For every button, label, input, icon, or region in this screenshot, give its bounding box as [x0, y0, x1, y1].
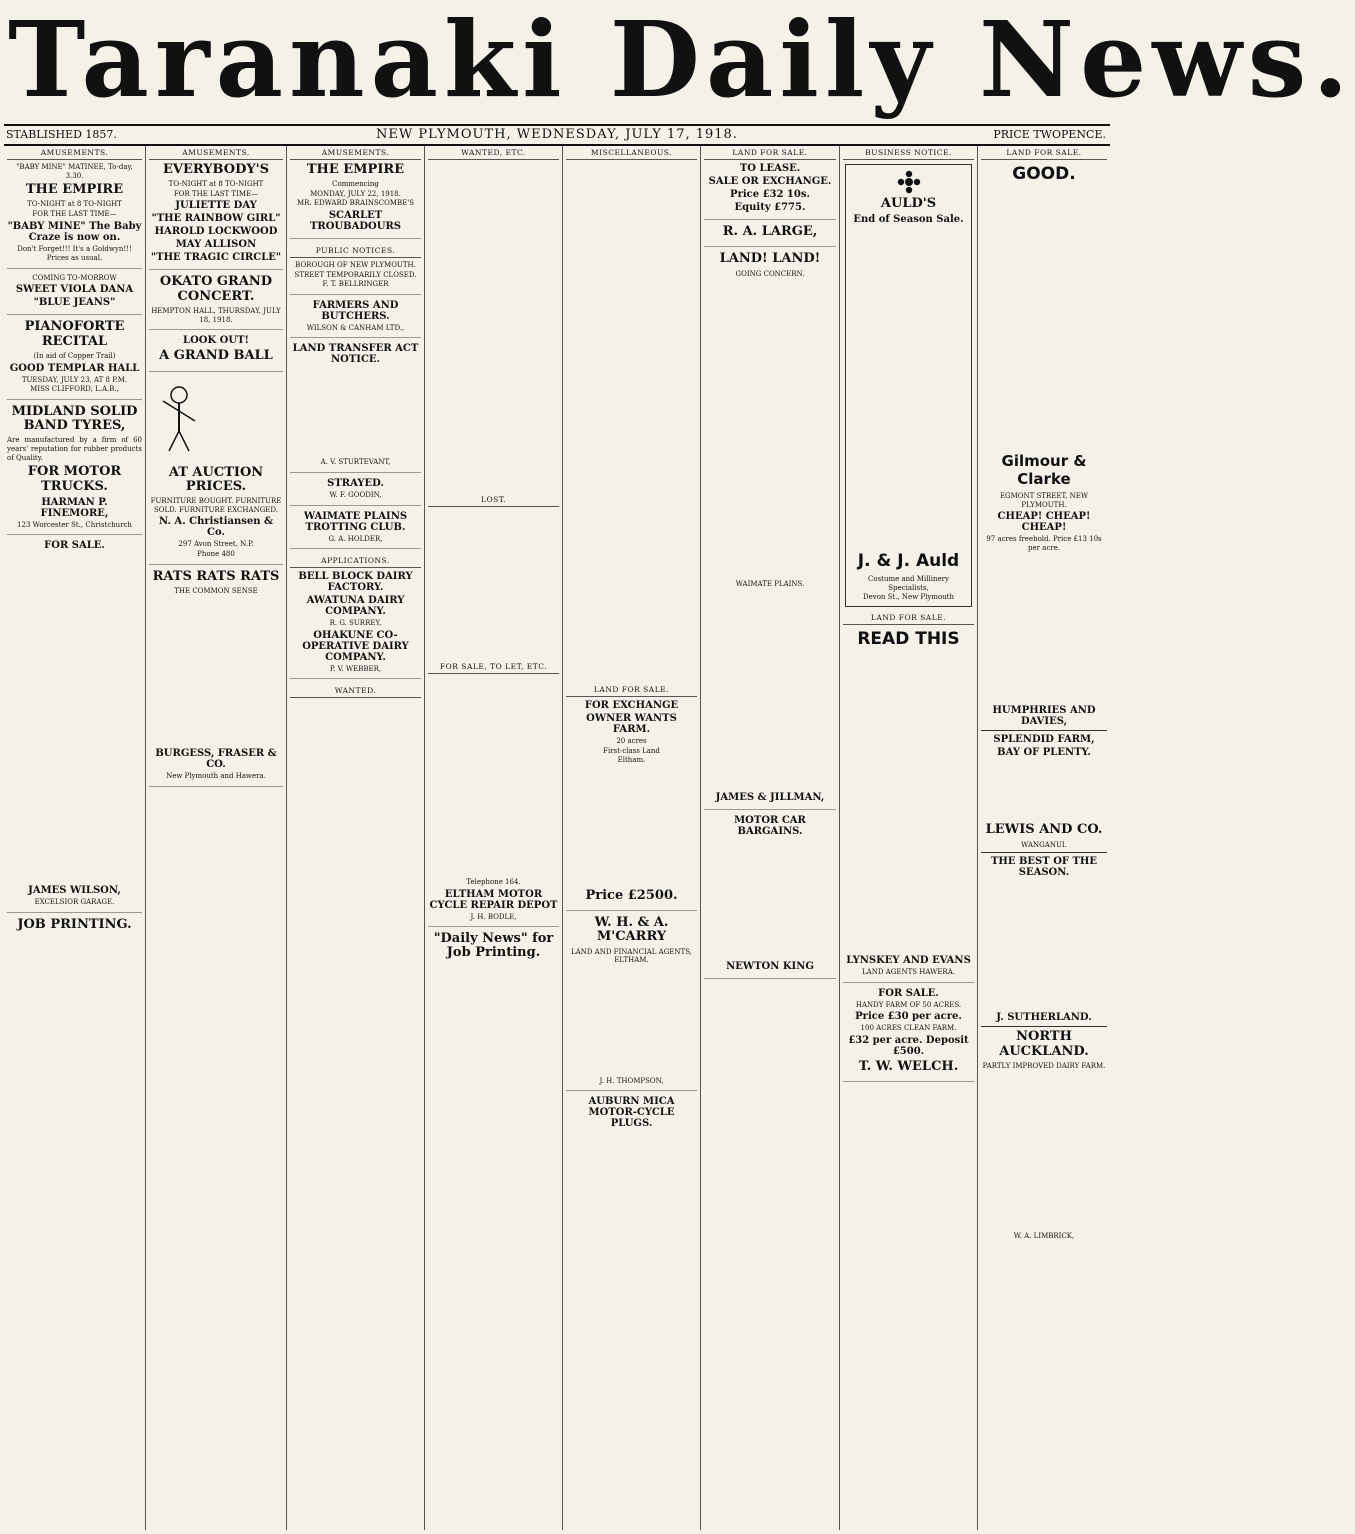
ad-text: 123 Worcester St., Christchurch	[17, 520, 132, 529]
ad-subheading: J. SUTHERLAND.	[996, 1012, 1092, 1024]
advertisement	[7, 405, 142, 536]
notice-heading: STRAYED.	[327, 478, 384, 490]
ad-subheading: "THE TRAGIC CIRCLE"	[150, 252, 282, 264]
body-text-block	[849, 227, 968, 547]
ad-heading: A GRAND BALL	[159, 348, 273, 364]
ad-text: Eltham.	[617, 756, 646, 765]
auctioneer-illustration	[149, 383, 209, 453]
section-heading: APPLICATIONS.	[290, 554, 421, 568]
advertisement	[7, 320, 142, 399]
notice-text: W. F. GOODIN,	[329, 491, 382, 500]
ad-text: First-class Land	[603, 746, 660, 755]
advertisement	[290, 163, 421, 239]
ad-subheading: BURGESS, FRASER & CO.	[155, 748, 277, 771]
advertisement	[843, 955, 974, 983]
section-heading: LAND FOR SALE.	[981, 146, 1107, 160]
column-2	[146, 146, 287, 1530]
ad-subheading: End of Season Sale.	[853, 214, 964, 226]
established-text: STABLISHED 1857.	[6, 128, 117, 141]
section-heading: PUBLIC NOTICES.	[290, 244, 421, 258]
ad-text: MONDAY, JULY 22, 1918.	[310, 189, 401, 198]
body-text-block	[566, 966, 697, 1076]
columns-area	[4, 146, 1110, 1530]
column-3	[287, 146, 425, 1530]
ad-subheading: "THE RAINBOW GIRL"	[151, 213, 281, 225]
ad-heading: GOOD.	[1012, 164, 1076, 184]
ad-subheading: JAMES WILSON,	[28, 885, 121, 897]
ad-subheading: SWEET VIOLA DANA	[15, 284, 134, 296]
body-text-block	[704, 590, 836, 790]
ad-text: EXCELSIOR GARAGE.	[34, 898, 115, 907]
ad-text: New Plymouth and Hawera.	[166, 772, 266, 781]
notice-text: BOROUGH OF NEW PLYMOUTH.	[295, 261, 416, 270]
ad-subheading: N. A. Christiansen & Co.	[158, 516, 274, 539]
ad-text: EGMONT STREET, NEW PLYMOUTH.	[999, 492, 1089, 509]
ad-heading: LEWIS AND CO.	[985, 822, 1103, 838]
notice-text: G. A. HOLDER,	[328, 534, 383, 543]
ad-subheading: Price £32 10s.	[730, 189, 810, 200]
ad-heading: AT AUCTION PRICES.	[168, 464, 264, 494]
ad-text: HANDY FARM OF 50 ACRES.	[855, 1000, 962, 1009]
ad-subheading: MAY ALLISON	[175, 239, 257, 251]
ad-heading: MIDLAND SOLID BAND TYRES,	[11, 403, 138, 434]
advertisement	[149, 570, 283, 787]
body-text-block	[428, 677, 559, 877]
notice	[290, 511, 421, 550]
notice-text: F. T. BELLRINGER	[322, 280, 389, 289]
body-text-block	[7, 553, 142, 883]
ad-subheading: NEWTON KING	[726, 960, 814, 972]
ad-heading: READ THIS	[857, 629, 960, 650]
ad-subheading: FOR EXCHANGE	[584, 700, 679, 711]
ad-text: Commencing	[332, 180, 379, 189]
ad-text: Prices as usual.	[46, 254, 103, 263]
ad-subheading: SCARLET TROUBADOURS	[309, 210, 402, 233]
ad-text: GOING CONCERN.	[735, 269, 805, 278]
advertisement	[843, 988, 974, 1082]
ad-subheading: CHEAP! CHEAP! CHEAP!	[997, 511, 1091, 534]
notice-heading: LAND TRANSFER ACT NOTICE.	[292, 343, 419, 366]
section-heading: AMUSEMENTS.	[290, 146, 421, 160]
ad-subheading: Equity £775.	[734, 202, 806, 213]
ad-text: Costume and Millinery Specialists,	[868, 575, 949, 592]
place-date-text: NEW PLYMOUTH, WEDNESDAY, JULY 17, 1918.	[376, 127, 738, 142]
ad-text: J. H. THOMPSON,	[599, 1076, 664, 1085]
column-5	[563, 146, 701, 1530]
ad-subheading: SALE OR EXCHANGE.	[708, 176, 832, 187]
ad-subheading: FOR SALE.	[878, 987, 939, 999]
body-text-block	[566, 766, 697, 886]
ad-text: 100 ACRES CLEAN FARM.	[860, 1024, 957, 1033]
ad-text: 20 acres	[616, 737, 647, 745]
divider	[981, 730, 1107, 731]
column-7	[840, 146, 978, 1530]
notice-text: A. V. STURTEVANT,	[320, 458, 391, 467]
ad-text: "BABY MINE" MATINEE, To-day, 3.30.	[16, 163, 133, 180]
ad-subheading: "BLUE JEANS"	[33, 297, 116, 309]
ad-text: Phone 480	[197, 549, 235, 558]
ad-heading: R. A. LARGE,	[722, 224, 818, 239]
ad-heading: NORTH AUCKLAND.	[999, 1029, 1089, 1059]
notice	[290, 300, 421, 339]
column-6	[701, 146, 840, 1530]
ad-heading: FOR MOTOR TRUCKS.	[27, 464, 122, 494]
body-text-block	[428, 510, 559, 660]
ad-text: Don't Forget!!! It's a Goldwyn!!!	[17, 244, 132, 253]
ad-subheading: TO LEASE.	[739, 163, 801, 174]
ad-heading: THE EMPIRE	[306, 162, 405, 177]
notice-heading: BELL BLOCK DAIRY FACTORY.	[298, 571, 413, 594]
notice	[290, 343, 421, 473]
ad-text: FOR THE LAST TIME—	[173, 189, 259, 198]
advertisement	[149, 163, 283, 270]
section-heading: LAND FOR SALE.	[704, 146, 836, 160]
ad-text: Telephone 164.	[466, 878, 521, 886]
ad-subheading: AUBURN MICA MOTOR-CYCLE PLUGS.	[588, 1096, 675, 1130]
ad-text: FURNITURE BOUGHT. FURNITURE SOLD. FURNITURE EXCHANGED.	[150, 497, 282, 514]
ad-heading: THE EMPIRE	[25, 182, 124, 198]
section-heading: BUSINESS NOTICE.	[843, 146, 974, 160]
notice-text: STREET TEMPORARILY CLOSED.	[294, 270, 417, 279]
ad-heading: EVERYBODY'S	[162, 162, 270, 177]
body-text-block	[704, 839, 836, 959]
body-text-block	[981, 553, 1107, 703]
notice-text: P. V. WEBBER,	[329, 664, 382, 673]
notice-heading: WAIMATE PLAINS TROTTING CLUB.	[303, 510, 408, 533]
notice-text: R. G. SURREY,	[329, 619, 382, 628]
advertisement	[566, 700, 697, 911]
ad-heading: AULD'S	[880, 196, 937, 211]
ad-text: TO-NIGHT at 8 TO-NIGHT	[168, 180, 264, 189]
ad-subheading: ELTHAM MOTOR CYCLE REPAIR DEPOT	[429, 888, 558, 911]
ad-text: W. A. LIMBRICK,	[1013, 1232, 1075, 1241]
auld-advertisement-box	[845, 164, 972, 607]
body-text-block	[704, 279, 836, 579]
ad-text: (In aid of Copper Trail)	[33, 352, 116, 361]
ad-subheading: FOR SALE.	[44, 540, 105, 552]
ad-text: WAIMATE PLAINS.	[735, 580, 805, 589]
advertisement	[704, 225, 836, 247]
notice-heading: FARMERS AND BUTCHERS.	[312, 299, 399, 322]
column-8	[978, 146, 1110, 1530]
ad-subheading: JULIETTE DAY	[175, 200, 257, 212]
ad-text: TO-NIGHT at 8 TO-NIGHT	[27, 200, 122, 209]
ad-subheading: Price £30 per acre.	[855, 1011, 962, 1023]
ad-subheading: "BABY MINE" The Baby Craze is now on.	[7, 220, 142, 243]
advertisement	[428, 878, 559, 927]
advertisement	[7, 163, 142, 269]
price-text: PRICE TWOPENCE.	[993, 128, 1106, 141]
ad-text: Devon St., New Plymouth	[862, 593, 954, 602]
advertisement	[149, 335, 283, 371]
body-text-block	[566, 163, 697, 683]
ad-text: MR. EDWARD BRAINSCOMBE'S	[296, 199, 414, 208]
body-text-block	[981, 760, 1107, 820]
section-heading: LAND FOR SALE.	[566, 683, 697, 697]
body-text-block	[428, 163, 559, 493]
column-1	[4, 146, 146, 1530]
notice-heading: AWATUNA DAIRY COMPANY.	[306, 595, 405, 618]
ad-text: HEMPTON HALL, THURSDAY, JULY 18, 1918.	[151, 307, 281, 324]
column-4	[425, 146, 563, 1530]
notice-heading: OHAKUNE CO-OPERATIVE DAIRY COMPANY.	[302, 629, 409, 663]
advertisement	[149, 377, 283, 565]
notice-text: WILSON & CANHAM LTD.,	[306, 323, 405, 332]
ad-text: LAND AND FINANCIAL AGENTS, ELTHAM.	[571, 947, 692, 965]
ad-heading: OKATO GRAND CONCERT.	[159, 274, 273, 304]
notice	[290, 478, 421, 506]
ad-text: COMING TO-MORROW	[32, 273, 117, 282]
ad-text: LAND AGENTS HAWERA.	[862, 968, 955, 977]
ad-heading: Gilmour & Clarke	[1001, 452, 1087, 488]
ad-subheading: £32 per acre. Deposit £500.	[848, 1034, 969, 1057]
advertisement	[704, 163, 836, 220]
section-heading: WANTED.	[290, 684, 421, 698]
section-heading: AMUSEMENTS.	[149, 146, 283, 160]
ad-text: WANGANUI.	[1021, 840, 1067, 849]
dateline-bar	[4, 124, 1110, 146]
ad-subheading: GOOD TEMPLAR HALL	[9, 362, 140, 374]
ad-subheading: HAROLD LOCKWOOD	[154, 226, 278, 238]
ad-text: 297 Avon Street, N.P.	[178, 540, 254, 549]
ad-heading: LAND! LAND!	[719, 251, 821, 267]
ad-text: Are manufactured by a firm of 60 years' reputation for rubber products of Quality.	[7, 436, 142, 462]
advertisement	[149, 275, 283, 330]
ad-text: 97 acres freehold. Price £13 10s per acre.	[986, 535, 1102, 552]
body-text-block	[290, 367, 421, 457]
notice	[290, 261, 421, 295]
ad-subheading: OWNER WANTS FARM.	[586, 713, 677, 735]
ad-heading: W. H. & A. M'CARRY	[594, 915, 669, 945]
ad-text: MISS CLIFFORD, L.A.B.,	[30, 385, 119, 394]
ad-heading: T. W. WELCH.	[858, 1058, 959, 1074]
advertisement	[704, 252, 836, 809]
advertisement	[566, 916, 697, 1091]
ad-subheading: LOOK OUT!	[183, 335, 249, 347]
section-heading: AMUSEMENTS.	[7, 146, 142, 160]
masthead-title: Taranaki Daily News.	[8, 0, 1355, 121]
divider	[981, 852, 1107, 853]
ad-text: FOR THE LAST TIME—	[32, 210, 117, 219]
section-heading: MISCELLANEOUS.	[566, 146, 697, 160]
advertisement	[7, 540, 142, 913]
body-text-block	[843, 653, 974, 953]
ad-heading: PIANOFORTE RECITAL	[24, 319, 125, 349]
ad-heading: J. & J. Auld	[857, 551, 960, 572]
ornament-icon	[897, 170, 921, 194]
body-text-block	[981, 1071, 1107, 1231]
ad-text: J. H. BODLE,	[470, 912, 517, 921]
ad-subheading: THE BEST OF THE SEASON.	[990, 856, 1097, 879]
ad-subheading: MOTOR CAR BARGAINS.	[734, 814, 806, 837]
ad-text: PARTLY IMPROVED DAIRY FARM.	[982, 1061, 1106, 1070]
ad-subheading: HUMPHRIES AND DAVIES,	[992, 705, 1096, 728]
section-heading: LOST.	[428, 493, 559, 507]
section-heading: WANTED, ETC.	[428, 146, 559, 160]
ad-subheading: SPLENDID FARM,	[993, 734, 1095, 746]
divider	[981, 1026, 1107, 1027]
ad-subheading: JAMES & JILLMAN,	[715, 791, 825, 803]
section-heading: LAND FOR SALE.	[843, 611, 974, 625]
ad-heading: "Daily News" for Job Printing.	[433, 931, 554, 961]
ad-text: THE COMMON SENSE	[174, 586, 258, 595]
ad-heading: JOB PRINTING.	[17, 916, 132, 932]
body-text-block	[981, 880, 1107, 1010]
ad-subheading: BAY OF PLENTY.	[997, 747, 1091, 759]
notice	[290, 571, 421, 679]
advertisement	[704, 815, 836, 979]
body-text-block	[149, 596, 283, 746]
ad-heading: Price £2500.	[585, 887, 678, 903]
ad-heading: RATS RATS RATS	[152, 568, 280, 584]
section-heading: FOR SALE, TO LET, ETC.	[428, 660, 559, 674]
ad-subheading: LYNSKEY AND EVANS	[846, 955, 971, 967]
ad-text: TUESDAY, JULY 23, AT 8 P.M.	[21, 375, 128, 384]
ad-subheading: HARMAN P. FINEMORE,	[40, 496, 109, 519]
advertisement	[7, 274, 142, 316]
body-text-block	[981, 188, 1107, 448]
